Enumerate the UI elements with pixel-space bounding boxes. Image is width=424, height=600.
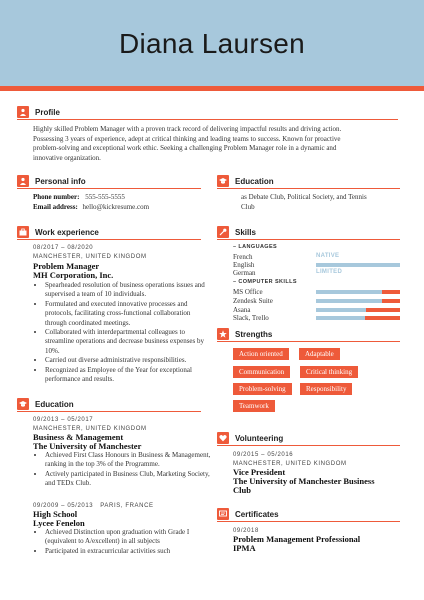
languages-subheading: – LANGUAGES bbox=[233, 244, 278, 250]
skill-name: Slack, Trello bbox=[233, 314, 269, 322]
profile-title: Profile bbox=[35, 107, 60, 117]
volunteering-org-line-1: The University of Manchester Business bbox=[233, 476, 375, 486]
work-bullet: • Recognized as Employee of the Year for exceptional performance and results. bbox=[45, 366, 213, 385]
profile-line-2: Possessing 3 years of experience, adept at critical thinking and leading teams to success. Known for proactive bbox=[33, 134, 341, 143]
skill-level-fill bbox=[316, 290, 382, 294]
strength-tag: Problem-solving bbox=[233, 383, 292, 395]
header-accent-bar bbox=[0, 86, 424, 91]
personal-section-heading bbox=[17, 174, 86, 188]
skills-title: Skills bbox=[235, 227, 256, 237]
work-section-heading bbox=[17, 225, 99, 239]
work-company: MH Corporation, Inc. bbox=[33, 270, 114, 280]
skill-level-fill bbox=[316, 308, 366, 312]
profile-rule bbox=[17, 119, 398, 120]
work-location: MANCHESTER, UNITED KINGDOM bbox=[33, 254, 147, 260]
person-icon bbox=[17, 106, 29, 118]
volunteering-section-heading bbox=[217, 431, 283, 445]
skill-level-fill bbox=[316, 263, 400, 267]
skill-name: English bbox=[233, 261, 255, 269]
tools-icon bbox=[217, 226, 229, 238]
volunteering-location: MANCHESTER, UNITED KINGDOM bbox=[233, 461, 347, 467]
email-value: hello@kickresume.com bbox=[82, 203, 150, 211]
email-row bbox=[33, 203, 149, 213]
edu-2-bullets bbox=[33, 528, 213, 556]
edu-2-degree: High School bbox=[33, 509, 78, 519]
skill-name: MS Office bbox=[233, 288, 263, 296]
skill-name: German bbox=[233, 269, 256, 277]
volunteering-role: Vice President bbox=[233, 467, 286, 477]
skill-level-fill bbox=[316, 316, 365, 320]
certificate-name-line-1: Problem Management Professional bbox=[233, 534, 361, 544]
volunteering-title: Volunteering bbox=[235, 433, 284, 443]
certificate-name-line-2: IPMA bbox=[233, 543, 256, 553]
phone-value: 555-555-5555 bbox=[85, 193, 125, 201]
skills-rule bbox=[217, 239, 400, 240]
certificates-section-heading bbox=[217, 507, 279, 521]
edu-2-school: Lycee Fenelon bbox=[33, 518, 85, 528]
certificate-icon bbox=[217, 508, 229, 520]
skill-level-bar bbox=[316, 290, 400, 294]
work-bullet: • Carried out diverse administrative responsibilities. bbox=[45, 356, 213, 365]
edu-2-date: 09/2009 – 05/2013 bbox=[33, 503, 94, 509]
education-rule bbox=[17, 411, 201, 412]
work-title: Work experience bbox=[35, 227, 99, 237]
skill-level-fill bbox=[316, 299, 382, 303]
strength-tag: Communication bbox=[233, 366, 290, 378]
skill-level-label: LIMITED bbox=[316, 269, 343, 275]
skill-level-bar bbox=[316, 308, 400, 312]
strengths-rule bbox=[217, 341, 400, 342]
heart-icon bbox=[217, 432, 229, 444]
education-section-heading bbox=[17, 397, 74, 411]
profile-line-1: Highly skilled Problem Manager with a proven track record of delivering impactful results and driving action. bbox=[33, 125, 342, 133]
skill-level-bar bbox=[316, 263, 400, 267]
profile-section-heading bbox=[17, 105, 60, 119]
graduation-cap-icon bbox=[217, 175, 229, 187]
skills-section-heading bbox=[217, 225, 256, 239]
education-continued-rule bbox=[217, 188, 400, 189]
phone-label: Phone number: bbox=[33, 193, 80, 201]
work-bullet: • Collaborated with interdepartmental colleagues to streamline operations and decrease business expenses by 10%. bbox=[45, 328, 213, 356]
edu-1-school: The University of Manchester bbox=[33, 441, 142, 451]
edu-bullet: • Participated in extracurricular activities such bbox=[45, 547, 213, 556]
profile-line-3: problem-solving and exceptional work ethic. Seeking a challenging Problem Manager role in a dynamic and bbox=[33, 144, 337, 153]
certificates-title: Certificates bbox=[235, 509, 279, 519]
certificate-date: 09/2018 bbox=[233, 528, 259, 534]
work-bullet: • Spearheaded resolution of business operations issues and supervised a team of 10 individuals. bbox=[45, 281, 213, 300]
skill-name: French bbox=[233, 253, 253, 261]
resume-header bbox=[0, 0, 424, 86]
work-role: Problem Manager bbox=[33, 261, 100, 271]
work-rule bbox=[17, 239, 201, 240]
strength-tag: Critical thinking bbox=[300, 366, 358, 378]
education-title: Education bbox=[35, 399, 74, 409]
edu-1-location: MANCHESTER, UNITED KINGDOM bbox=[33, 426, 147, 432]
edu-1-date: 09/2013 – 05/2017 bbox=[33, 417, 94, 423]
strengths-section-heading bbox=[217, 327, 272, 341]
strengths-title: Strengths bbox=[235, 329, 273, 339]
edu-1-degree: Business & Management bbox=[33, 432, 124, 442]
candidate-name: Diana Laursen bbox=[118, 28, 306, 59]
education-continued-line-1: as Debate Club, Political Society, and Tennis bbox=[241, 193, 367, 201]
strength-tag: Action oriented bbox=[233, 348, 289, 360]
certificates-rule bbox=[217, 521, 400, 522]
education-continued-line-2: Club bbox=[241, 202, 255, 211]
personal-rule bbox=[17, 188, 201, 189]
email-label: Email address: bbox=[33, 203, 78, 211]
work-bullets bbox=[33, 281, 213, 384]
work-bullet: • Formulated and executed innovative processes and protocols, facilitating cross-functional collaboration through coordinated meetings. bbox=[45, 300, 213, 328]
person-icon bbox=[17, 175, 29, 187]
education-continued-heading bbox=[217, 174, 274, 188]
strength-tag: Teamwork bbox=[233, 400, 275, 412]
volunteering-org-line-2: Club bbox=[233, 485, 251, 495]
skill-level-bar bbox=[316, 299, 400, 303]
edu-2-location: PARIS, FRANCE bbox=[100, 503, 154, 509]
edu-bullet: • Achieved Distinction upon graduation with Grade I (equivalent to A/excellent) in all subjects bbox=[45, 528, 213, 547]
strength-tag: Adaptable bbox=[299, 348, 340, 360]
briefcase-icon bbox=[17, 226, 29, 238]
volunteering-date: 09/2015 – 05/2016 bbox=[233, 452, 294, 458]
education-continued-title: Education bbox=[235, 176, 274, 186]
edu-bullet: • Actively participated in Business Club, Marketing Society, and TEDx Club. bbox=[45, 470, 213, 489]
profile-line-4: innovative organization. bbox=[33, 153, 101, 162]
graduation-cap-icon bbox=[17, 398, 29, 410]
star-icon bbox=[217, 328, 229, 340]
edu-bullet: • Achieved First Class Honours in Business & Management, ranking in the top 3% of the Programme. bbox=[45, 451, 213, 470]
phone-row bbox=[33, 193, 125, 203]
work-date: 08/2017 – 08/2020 bbox=[33, 245, 94, 251]
skill-level-label: NATIVE bbox=[316, 253, 340, 259]
computer-skills-subheading: – COMPUTER SKILLS bbox=[233, 279, 297, 285]
volunteering-rule bbox=[217, 445, 400, 446]
skill-name: Asana bbox=[233, 306, 251, 314]
edu-1-bullets bbox=[33, 451, 213, 489]
skill-level-bar bbox=[316, 316, 400, 320]
personal-title: Personal info bbox=[35, 176, 86, 186]
skill-name: Zendesk Suite bbox=[233, 297, 273, 305]
strength-tag: Responsibility bbox=[300, 383, 352, 395]
